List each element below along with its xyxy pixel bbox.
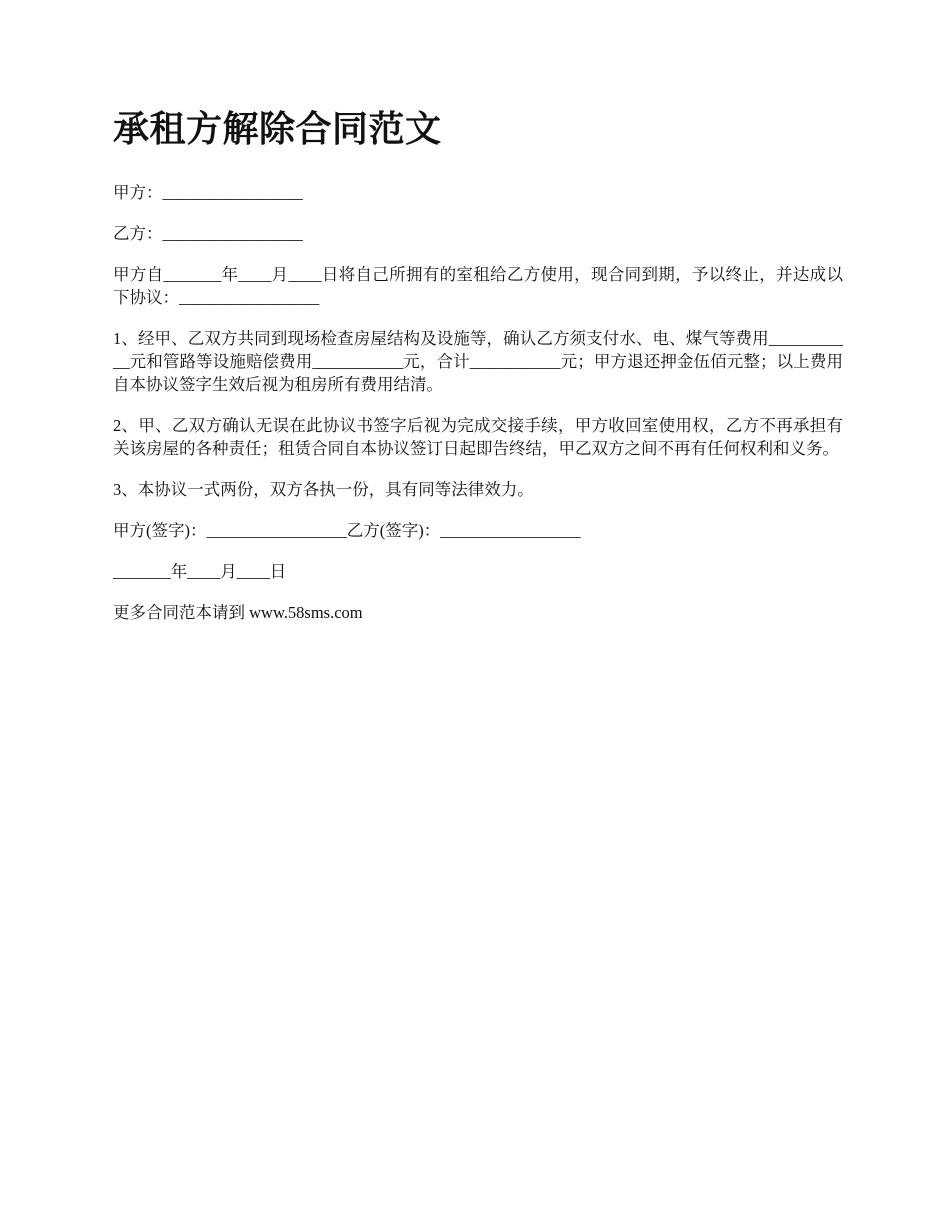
- clause-2: 2、甲、乙双方确认无误在此协议书签字后视为完成交接手续，甲方收回室使用权，乙方不再承担有关该房屋的各种责任；租赁合同自本协议签订日起即告终结，甲乙双方之间不再有任何权利和义务。: [113, 416, 843, 459]
- document-title: 承租方解除合同范文: [113, 109, 442, 149]
- date-line: _______年____月____日: [113, 562, 287, 582]
- party-a-line: 甲方：_________________: [113, 183, 303, 203]
- document-page: [113, 108, 843, 642]
- signature-line: 甲方(签字)：_________________乙方(签字)：_________________: [113, 521, 581, 541]
- clause-3: 3、本协议一式两份，双方各执一份，具有同等法律效力。: [113, 480, 534, 500]
- intro-paragraph: 甲方自_______年____月____日将自己所拥有的室租给乙方使用，现合同到期，予以终止，并达成以下协议：_________________: [113, 265, 843, 308]
- clause-1: 1、经甲、乙双方共同到现场检查房屋结构及设施等，确认乙方须支付水、电、煤气等费用___________元和管路等设施赔偿费用___________元，合计___________元；甲方退还押金伍佰元整；以上费用自本协议签字生效后视为租房所有费用结清。: [113, 329, 843, 395]
- party-b-line: 乙方：_________________: [113, 224, 303, 244]
- footer-note: 更多合同范本请到 www.58sms.com: [113, 603, 363, 623]
